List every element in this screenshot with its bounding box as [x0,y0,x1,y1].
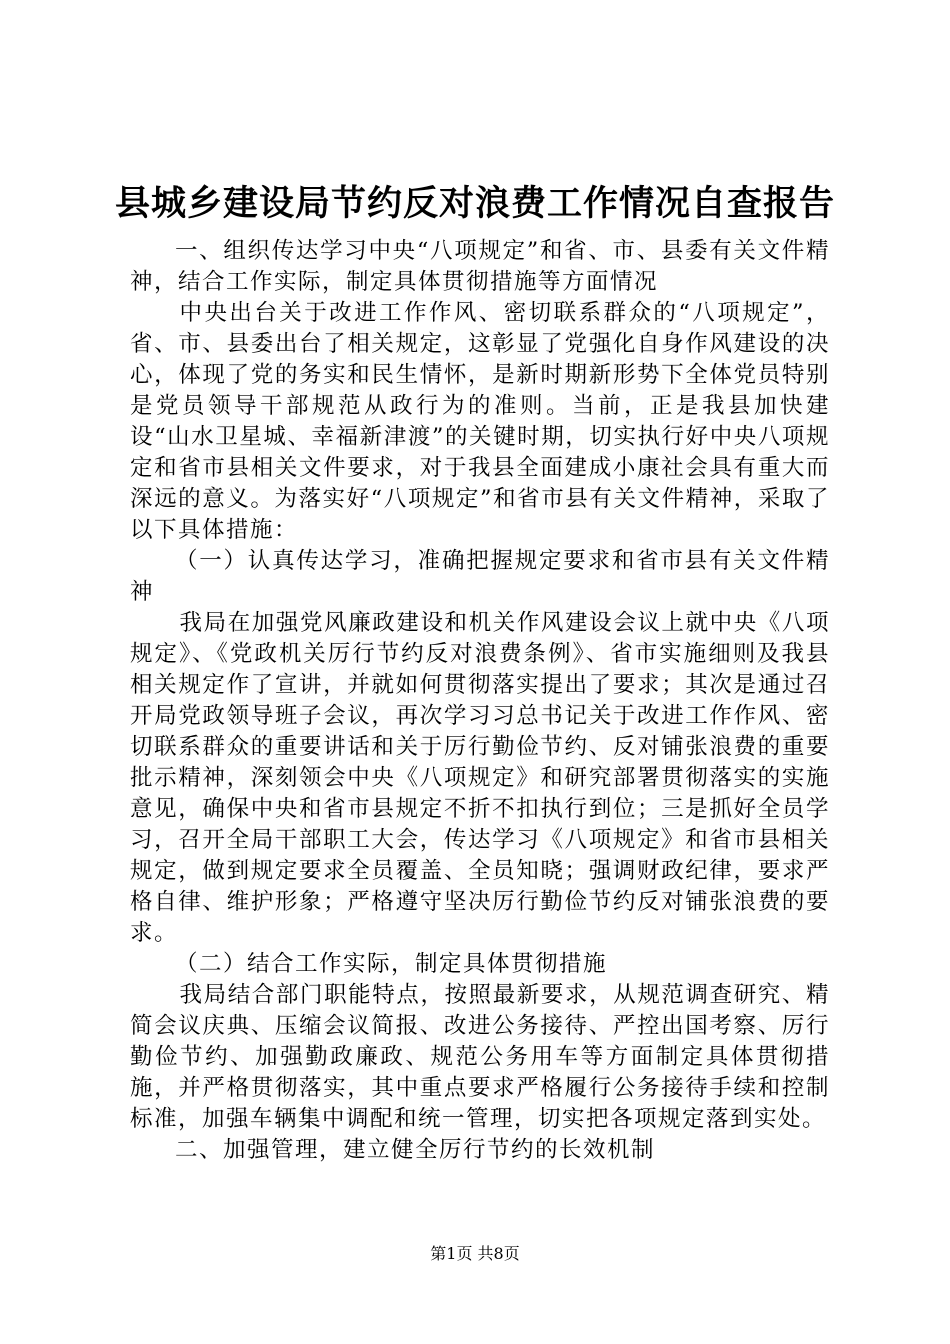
page-number-footer: 第1页 共8页 [430,1244,520,1263]
subsection-heading-2: （二）结合工作实际，制定具体贯彻措施 [175,951,608,977]
paragraph-measures: 我局结合部门职能特点，按照最新要求，从规范调查研究、精简会议庆典、压缩会议简报、改进公务接待、严控出国考察、厉行勤俭节约、加强勤政廉政、规范公务用车等方面制定具体贯彻措施，并严格贯彻落实，其中重点要求严格履行公务接待手续和控制标准，加强车辆集中调配和统一管理，切实把各项规定落到实处。 [130,982,830,1132]
subsection-heading-1: （一）认真传达学习，准确把握规定要求和省市县有关文件精神 [130,548,830,605]
section-heading-2: 二、加强管理，建立健全厉行节约的长效机制 [175,1137,656,1163]
document-body [130,236,830,1166]
section-heading-1: 一、组织传达学习中央“八项规定”和省、市、县委有关文件精神，结合工作实际，制定具体贯彻措施等方面情况 [130,238,830,295]
document-title: 县城乡建设局节约反对浪费工作情况自查报告 [114,183,835,224]
paragraph-study: 我局在加强党风廉政建设和机关作风建设会议上就中央《八项规定》、《党政机关厉行节约反对浪费条例》、省市实施细则及我县相关规定作了宣讲，并就如何贯彻落实提出了要求；其次是通过召开局党政领导班子会议，再次学习习总书记关于改进工作作风、密切联系群众的重要讲话和关于厉行勤俭节约、反对铺张浪费的重要批示精神，深刻领会中央《八项规定》和研究部署贯彻落实的实施意见，确保中央和省市县规定不折不扣执行到位；三是抓好全员学习，召开全局干部职工大会，传达学习《八项规定》和省市县相关规定，做到规定要求全员覆盖、全员知晓；强调财政纪律，要求严格自律、维护形象；严格遵守坚决厉行勤俭节约反对铺张浪费的要求。 [130,610,830,946]
paragraph-background: 中央出台关于改进工作作风、密切联系群众的“八项规定”，省、市、县委出台了相关规定，这彰显了党强化自身作风建设的决心，体现了党的务实和民生情怀，是新时期新形势下全体党员特别是党员领导干部规范从政行为的准则。当前，正是我县加快建设“山水卫星城、幸福新津渡”的关键时期，切实执行好中央八项规定和省市县相关文件要求，对于我县全面建成小康社会具有重大而深远的意义。为落实好“八项规定”和省市县有关文件精神，采取了以下具体措施： [130,300,830,543]
